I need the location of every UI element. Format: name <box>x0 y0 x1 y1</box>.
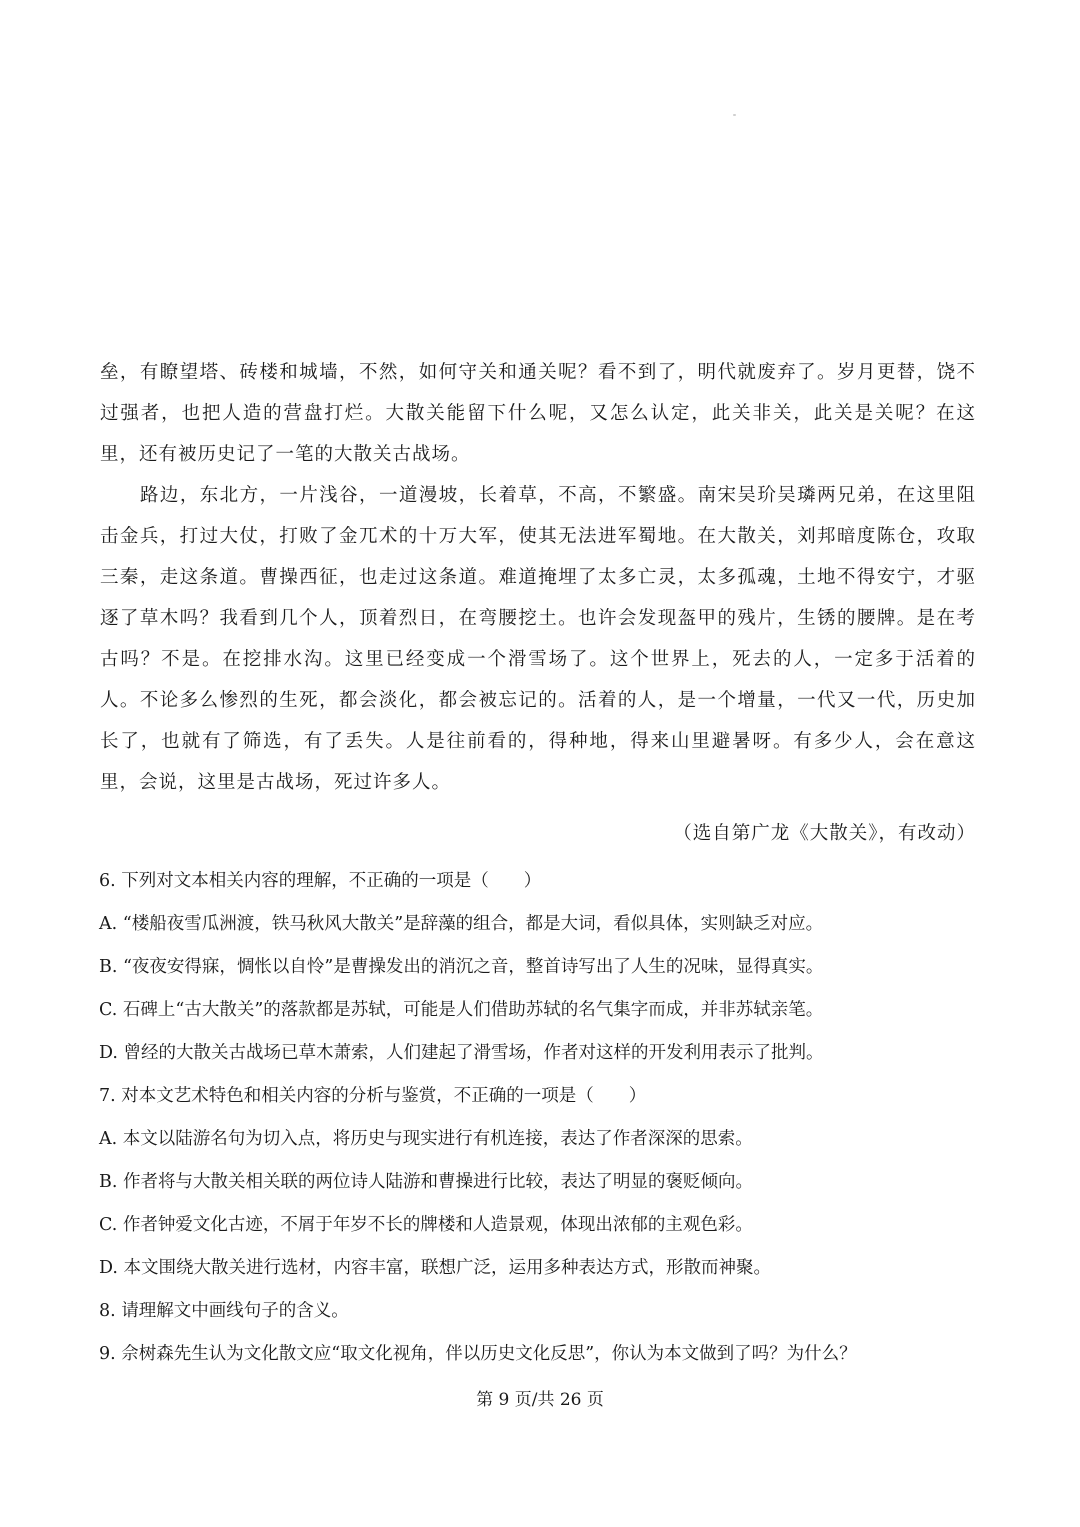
question-6-option-b: B. “夜夜安得寐，惆怅以自怜”是曹操发出的消沉之音，整首诗写出了人生的况味，显得真实。 <box>99 957 824 977</box>
question-7-option-d: D. 本文围绕大散关进行选材，内容丰富，联想广泛，运用多种表达方式，形散而神聚。 <box>99 1258 772 1278</box>
question-6-stem: 6. 下列对文本相关内容的理解，不正确的一项是（ ） <box>99 871 542 891</box>
reading-passage <box>100 352 976 803</box>
page-number: 第 9 页/共 26 页 <box>476 1390 604 1410</box>
question-7-stem: 7. 对本文艺术特色和相关内容的分析与鉴赏，不正确的一项是（ ） <box>99 1086 647 1106</box>
question-list <box>99 860 979 1376</box>
passage-paragraph-1: 垒，有瞭望塔、砖楼和城墙，不然，如何守关和通关呢？看不到了，明代就废弃了。岁月更替，饶不过强者，也把人造的营盘打烂。大散关能留下什么呢，又怎么认定，此关非关，此关是关呢？在这里，还有被历史记了一笔的大散关古战场。 <box>100 362 976 465</box>
question-7-option-c: C. 作者钟爱文化古迹，不屑于年岁不长的牌楼和人造景观，体现出浓郁的主观色彩。 <box>99 1215 753 1235</box>
question-8-stem: 8. 请理解文中画线句子的含义。 <box>99 1301 349 1321</box>
question-6-option-a: A. “楼船夜雪瓜洲渡，铁马秋风大散关”是辞藻的组合，都是大词，看似具体，实则缺乏对应。 <box>99 914 824 934</box>
question-6-option-d: D. 曾经的大散关古战场已草木萧索，人们建起了滑雪场，作者对这样的开发利用表示了批判。 <box>99 1043 824 1063</box>
question-6-option-c: C. 石碑上“古大散关”的落款都是苏轼，可能是人们借助苏轼的名气集字而成，并非苏轼亲笔。 <box>99 1000 824 1020</box>
scan-speck <box>733 114 736 116</box>
passage-paragraph-2: 路边，东北方，一片浅谷，一道漫坡，长着草，不高，不繁盛。南宋吴玠吴璘两兄弟，在这里阻击金兵，打过大仗，打败了金兀术的十万大军，使其无法进军蜀地。在大散关，刘邦暗度陈仓，攻取三秦，走这条道。曹操西征，也走过这条道。难道掩埋了太多亡灵，太多孤魂，土地不得安宁，才驱逐了草木吗？我看到几个人，顶着烈日，在弯腰挖土。也许会发现盔甲的残片，生锈的腰牌。是在考古吗？不是。在挖排水沟。这里已经变成一个滑雪场了。这个世界上，死去的人，一定多于活着的人。不论多么惨烈的生死，都会淡化，都会被忘记的。活着的人，是一个增量，一代又一代，历史加长了，也就有了筛选，有了丢失。人是往前看的，得种地，得来山里避暑呀。有多少人，会在意这里，会说，这里是古战场，死过许多人。 <box>100 485 976 793</box>
question-7-option-b: B. 作者将与大散关相关联的两位诗人陆游和曹操进行比较，表达了明显的褒贬倾向。 <box>99 1172 753 1192</box>
question-9-stem: 9. 佘树森先生认为文化散文应“取文化视角，伴以历史文化反思”，你认为本文做到了吗？为什么？ <box>99 1344 857 1364</box>
passage-source: （选自第广龙《大散关》，有改动） <box>673 823 976 844</box>
question-7-option-a: A. 本文以陆游名句为切入点，将历史与现实进行有机连接，表达了作者深深的思索。 <box>99 1129 753 1149</box>
